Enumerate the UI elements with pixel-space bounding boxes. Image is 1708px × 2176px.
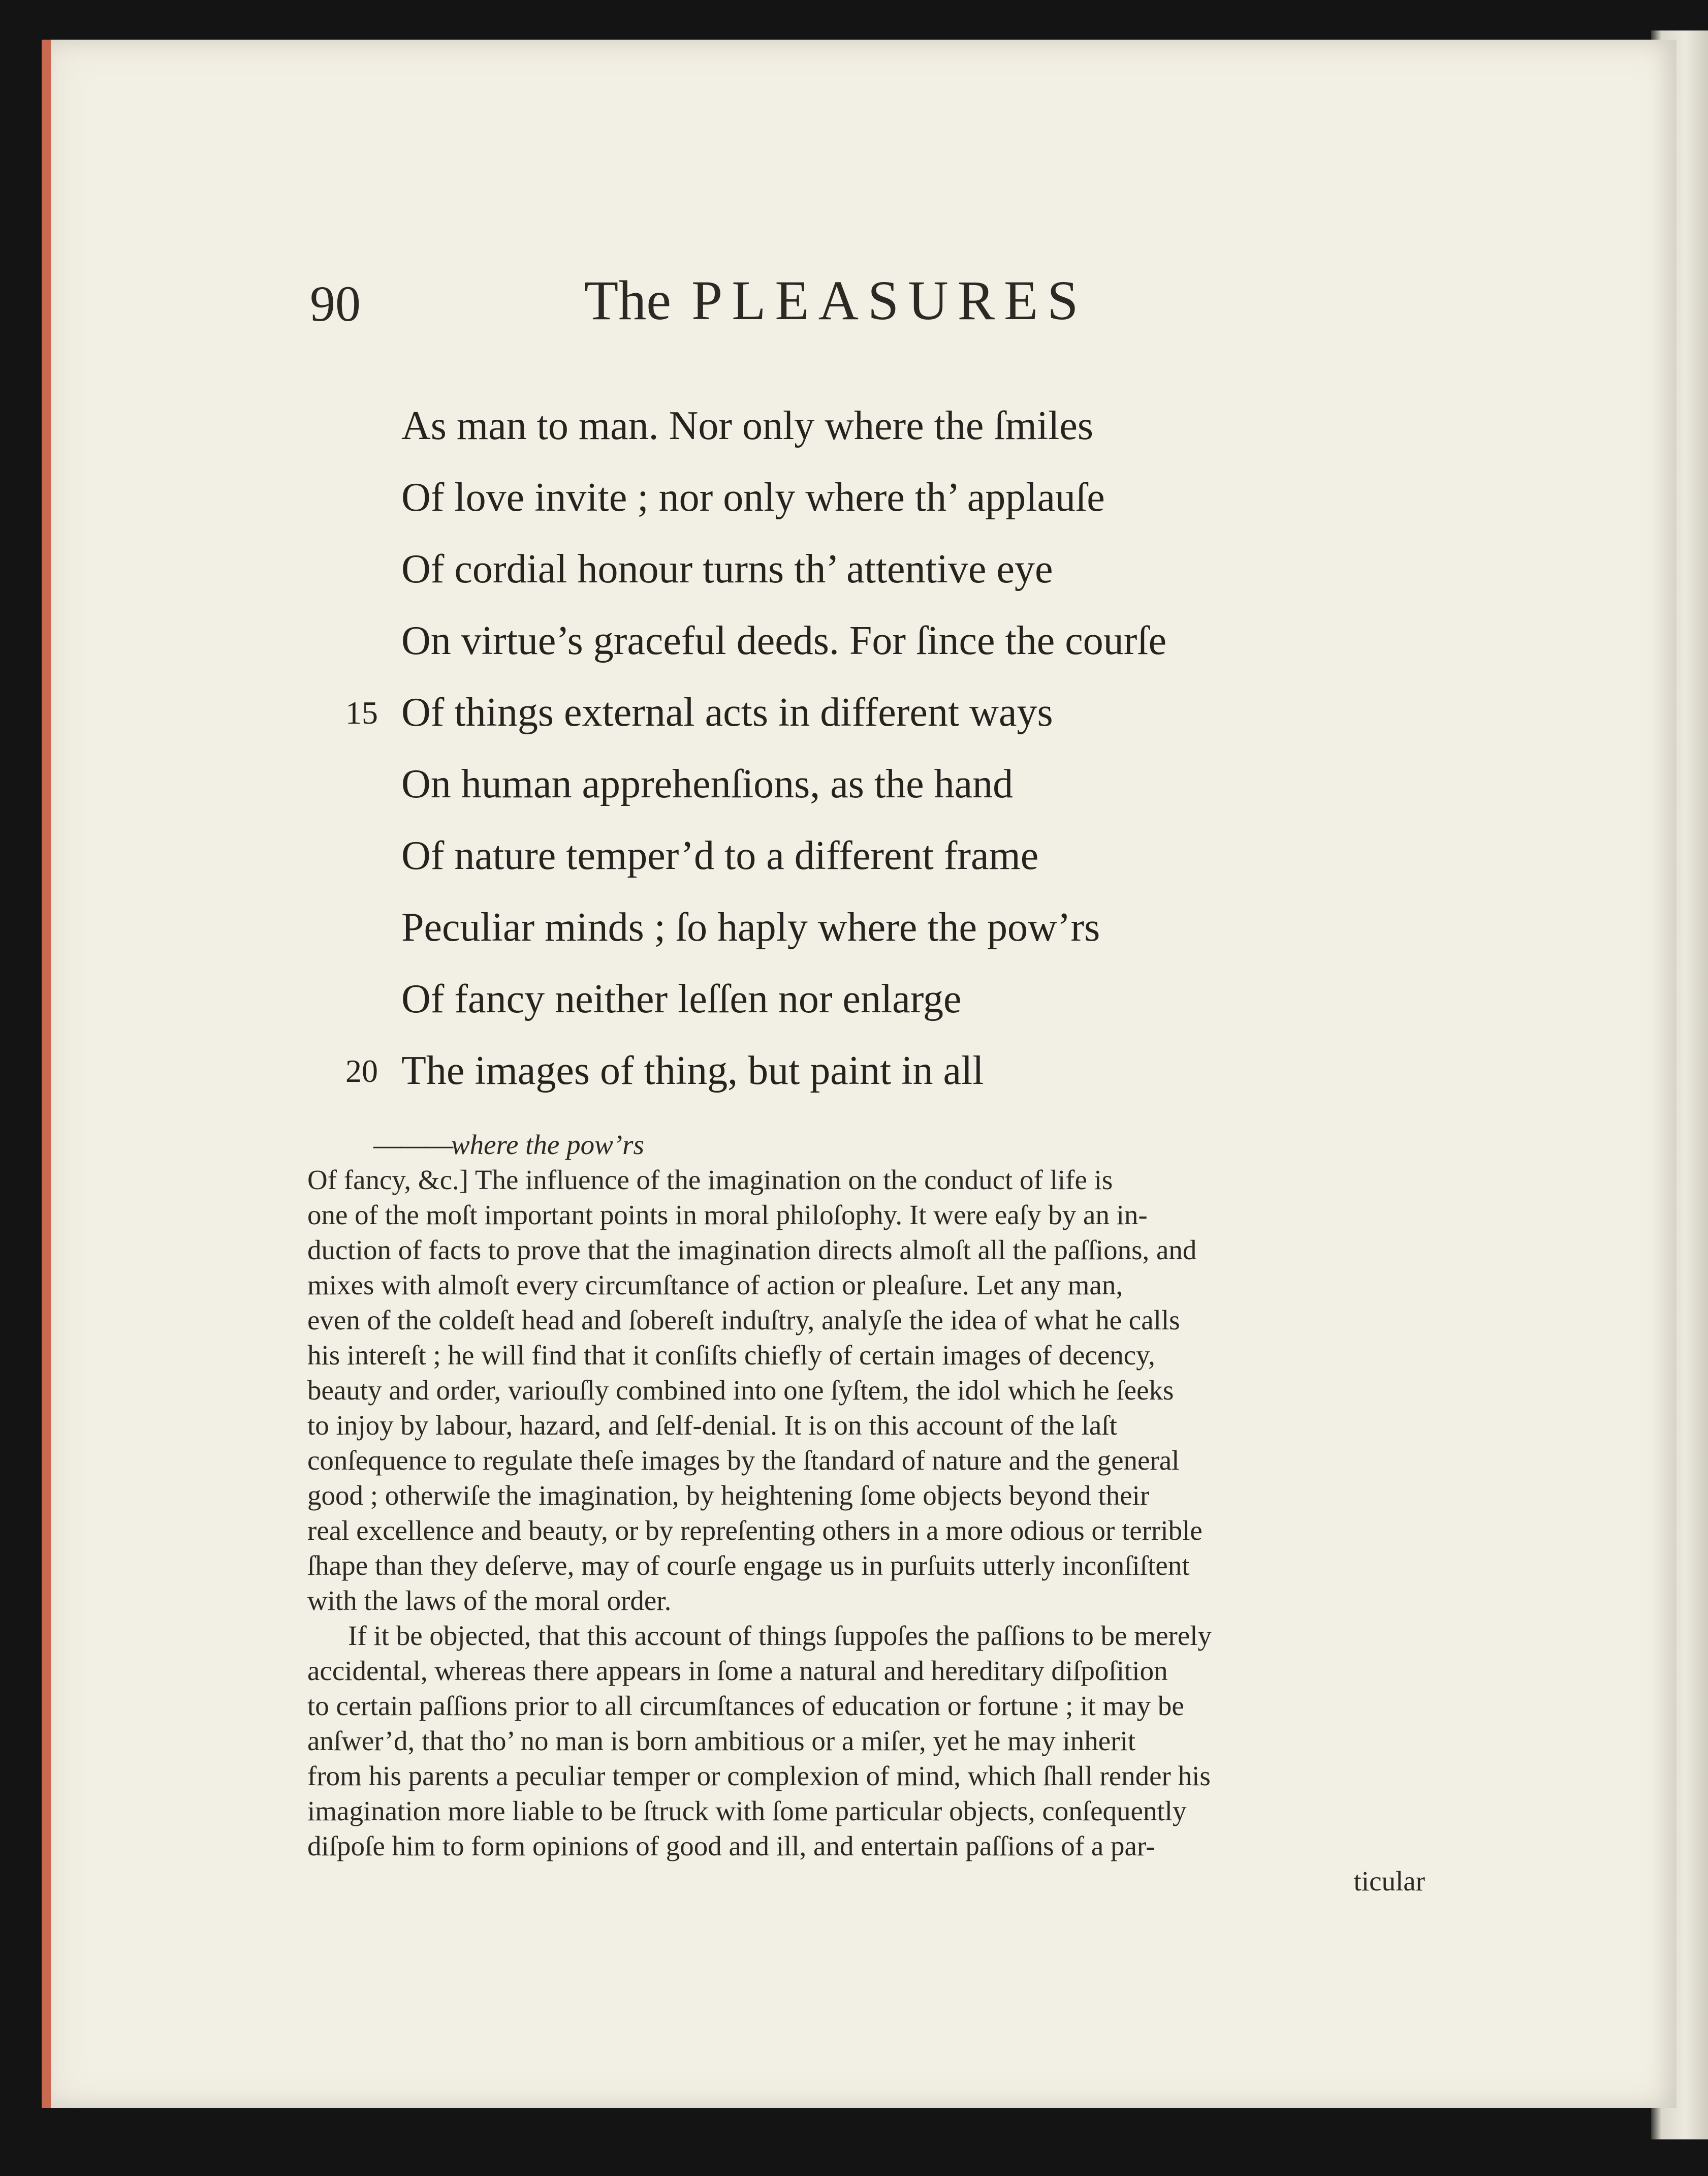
verse-text: Of nature temper’d to a different frame	[401, 833, 1039, 878]
verse-text: Of cordial honour turns th’ attentive eye	[401, 547, 1053, 592]
footnote-block	[307, 1127, 1425, 1899]
verse-text: On virtue’s graceful deeds. For ſince the courſe	[401, 618, 1167, 663]
note-line: from his parents a peculiar temper or complexion of mind, which ſhall render his	[307, 1760, 1211, 1791]
note-line: good ; otherwiſe the imagination, by heightening ſome objects beyond their	[307, 1480, 1150, 1511]
footnote-lemma	[307, 1127, 1425, 1162]
verse-text: Of love invite ; nor only where th’ applauſe	[401, 475, 1105, 520]
note-line: beauty and order, variouſly combined into one ſyſtem, the idol which he ſeeks	[307, 1375, 1174, 1406]
verse-line	[401, 749, 1417, 820]
note-line: If it be objected, that this account of things ſuppoſes the paſſions to be merely	[348, 1620, 1212, 1651]
lemma-text: where the pow’rs	[451, 1129, 644, 1160]
note-line: accidental, whereas there appears in ſome a natural and hereditary diſpoſition	[307, 1655, 1168, 1686]
note-line: duction of facts to prove that the imagination directs almoſt all the paſſions, and	[307, 1234, 1197, 1265]
note-line: imagination more liable to be ſtruck with ſome particular objects, conſequently	[307, 1795, 1187, 1826]
note-line: to certain paſſions prior to all circumſtances of education or fortune ; it may be	[307, 1690, 1184, 1721]
note-line: to injoy by labour, hazard, and ſelf-denial. It is on this account of the laſt	[307, 1410, 1117, 1441]
verse-line	[401, 963, 1417, 1035]
running-title	[584, 269, 1088, 331]
verse-line	[401, 462, 1417, 534]
note-line: his intereſt ; he will find that it conſiſts chiefly of certain images of decency,	[307, 1340, 1155, 1371]
verse-line	[401, 820, 1417, 892]
note-line: Of fancy, &c.] The influence of the imagination on the conduct of life is	[307, 1164, 1113, 1195]
verse-text: The images of thing, but paint in all	[401, 1048, 984, 1093]
verse-text: Of things external acts in different ways	[401, 690, 1053, 735]
lemma-dash: ———	[373, 1129, 451, 1160]
catchword: ticular	[1353, 1866, 1425, 1897]
verse-line	[401, 605, 1417, 677]
page-number: 90	[310, 275, 361, 332]
note-line: with the laws of the moral order.	[307, 1585, 672, 1616]
note-line: real excellence and beauty, or by repreſenting others in a more odious or terrible	[307, 1515, 1203, 1546]
verse-text: Of fancy neither leſſen nor enlarge	[401, 977, 962, 1021]
note-line: mixes with almoſt every circumſtance of action or pleaſure. Let any man,	[307, 1269, 1123, 1300]
book-page	[42, 40, 1677, 2108]
verse-block	[345, 390, 1417, 1107]
verse-line	[345, 677, 1417, 749]
verse-line	[345, 1035, 1417, 1107]
line-number: 15	[345, 695, 378, 731]
note-line: diſpoſe him to form opinions of good and ill, and entertain paſſions of a par-	[307, 1830, 1155, 1861]
note-line: conſequence to regulate theſe images by the ſtandard of nature and the general	[307, 1445, 1180, 1476]
verse-text: Peculiar minds ; ſo haply where the pow’rs	[401, 905, 1100, 950]
note-line: ſhape than they deſerve, may of courſe engage us in purſuits utterly inconſiſtent	[307, 1550, 1190, 1581]
verse-line	[401, 892, 1417, 963]
verse-text: As man to man. Nor only where the ſmiles	[401, 403, 1093, 448]
title-caps: PLEASURES	[691, 269, 1088, 331]
verse-text: On human apprehenſions, as the hand	[401, 762, 1014, 806]
line-number: 20	[345, 1053, 378, 1089]
verse-line	[401, 534, 1417, 605]
verse-line	[401, 390, 1417, 462]
note-line: anſwer’d, that tho’ no man is born ambitious or a miſer, yet he may inherit	[307, 1725, 1136, 1756]
note-line: even of the coldeſt head and ſobereſt induſtry, analyſe the idea of what he calls	[307, 1304, 1180, 1335]
note-line: one of the moſt important points in moral philoſophy. It were eaſy by an in-	[307, 1199, 1148, 1230]
title-the: The	[584, 269, 672, 331]
